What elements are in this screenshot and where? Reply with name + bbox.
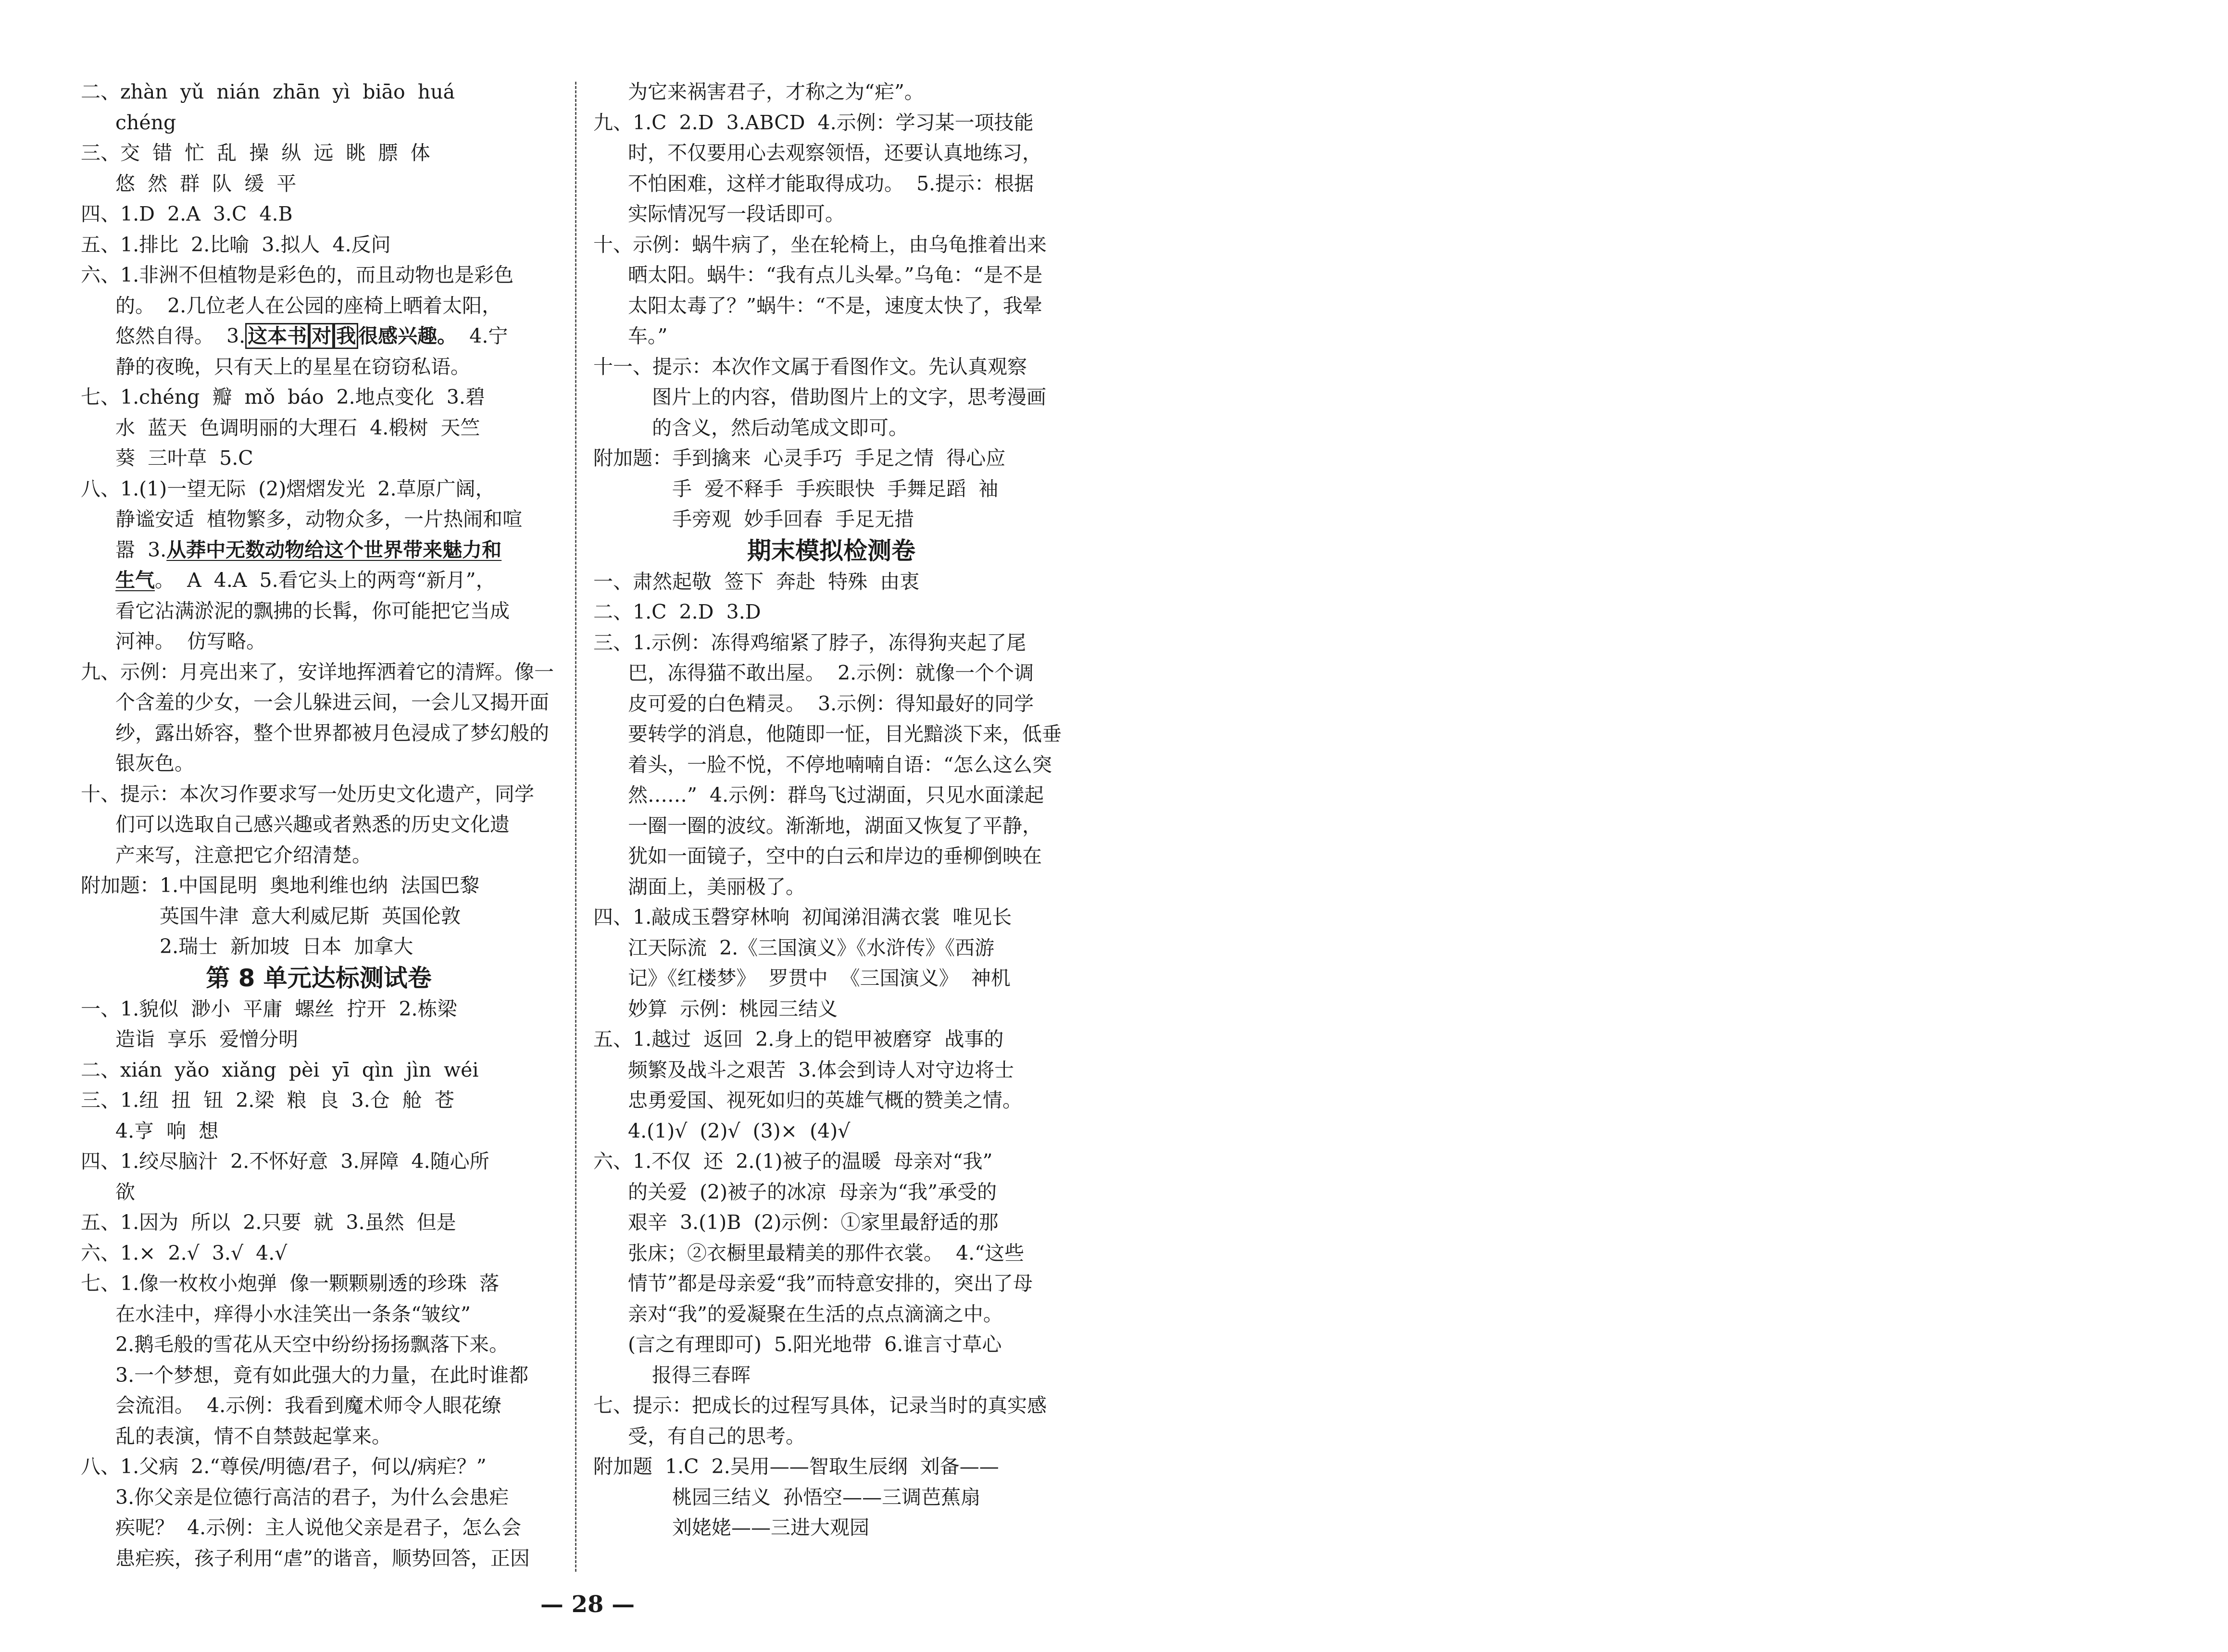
answer-line: 静谧安适 植物繁多，动物众多，一片热闹和喧	[115, 508, 523, 531]
answer-line: 情节”都是母亲爱“我”而特意安排的，突出了母	[628, 1272, 1033, 1295]
answer-line: 要转学的消息，他随即一怔，目光黯淡下来，低垂	[628, 722, 1062, 745]
section-title: 第 8 单元达标测试卷	[206, 964, 432, 992]
answer-line: 二、xián yǎo xiǎng pèi yī qìn jìn wéi	[81, 1058, 479, 1081]
answer-line: 皮可爱的白色精灵。 3.示例：得知最好的同学	[628, 692, 1034, 715]
answer-line: 六、1.不仅 还 2.(1)被子的温暖 母亲对“我”	[593, 1150, 993, 1173]
answer-line: 2.鹅毛般的雪花从天空中纷纷扬扬飘落下来。	[115, 1333, 509, 1356]
answer-line: 受，有自己的思考。	[628, 1424, 805, 1448]
answer-line-boxed	[81, 321, 557, 352]
answer-line: 八、1.(1)一望无际 (2)熠熠发光 2.草原广阔，	[81, 477, 495, 500]
answer-line: 4.(1)√ (2)√ (3)× (4)√	[628, 1119, 851, 1143]
answer-line: 悠 然 群 队 缓 平	[115, 172, 297, 195]
answer-line: 张床；②衣橱里最精美的那件衣裳。 4.“这些	[628, 1241, 1025, 1265]
answer-line: 然……” 4.示例：群鸟飞过湖面，只见水面漾起	[628, 783, 1044, 807]
answer-line: 欲	[115, 1180, 135, 1204]
answer-line: 手旁观 妙手回春 手足无措	[672, 508, 914, 531]
answer-line: 刘姥姥——三进大观园	[672, 1516, 869, 1539]
answer-line: 看它沾满淤泥的飘拂的长髯，你可能把它当成	[115, 599, 510, 622]
answer-line: 银灰色。	[115, 752, 194, 775]
answer-line: 犹如一面镜子，空中的白云和岸边的垂柳倒映在	[628, 845, 1042, 868]
answer-line-underlined	[81, 565, 557, 596]
answer-line: 3.你父亲是位德行高洁的君子，为什么会患疟	[115, 1485, 509, 1509]
answer-line: 桃园三结义 孙悟空——三调芭蕉扇	[672, 1485, 981, 1509]
answer-line: 七、提示：把成长的过程写具体，记录当时的真实感	[593, 1394, 1047, 1417]
answer-line: 十、示例：蜗牛病了，坐在轮椅上，由乌龟推着出来	[593, 233, 1047, 256]
answer-line: 3.一个梦想，竟有如此强大的力量，在此时谁都	[115, 1363, 529, 1387]
answer-line: 患疟疾，孩子利用“虐”的谐音，顺势回答，正因	[115, 1546, 530, 1570]
boxed-word: 对	[309, 323, 334, 349]
answer-text: 悠然自得。 3.	[115, 324, 246, 348]
answer-line: 静的夜晚，只有天上的星星在窃窃私语。	[115, 355, 470, 378]
answer-line: 二、1.C 2.D 3.D	[593, 600, 761, 623]
answer-line: 为它来祸害君子，才称之为“疟”。	[628, 80, 924, 103]
answer-line: 实际情况写一段话即可。	[628, 202, 845, 225]
answer-line: 湖面上，美丽极了。	[628, 875, 805, 898]
answer-line: 手 爱不释手 手疾眼快 手舞足蹈 袖	[672, 477, 999, 500]
answer-line: 4.亨 响 想	[115, 1119, 219, 1143]
answer-line: 晒太阳。蜗牛：“我有点儿头晕。”乌龟：“是不是	[628, 263, 1043, 286]
answer-line: 八、1.父病 2.“尊侯/明德/君子，何以/病疟？”	[81, 1455, 487, 1478]
answer-line: 二、zhàn yǔ nián zhān yì biāo huá	[81, 80, 455, 103]
column-divider	[575, 82, 576, 1572]
answer-line: 乱的表演，情不自禁鼓起掌来。	[115, 1424, 391, 1448]
answer-line: 着头，一脸不悦，不停地喃喃自语：“怎么这么突	[628, 753, 1052, 776]
answer-line: 五、1.越过 返回 2.身上的铠甲被磨穿 战事的	[593, 1028, 1004, 1051]
answer-line: (言之有理即可) 5.阳光地带 6.谁言寸草心	[628, 1333, 1002, 1356]
answer-line: 九、1.C 2.D 3.ABCD 4.示例：学习某一项技能	[593, 111, 1034, 134]
answer-line: 巴，冻得猫不敢出屋。 2.示例：就像一个个调	[628, 661, 1034, 684]
answer-line: 六、1.× 2.√ 3.√ 4.√	[81, 1241, 288, 1265]
answer-line: 水 蓝天 色调明丽的大理石 4.椴树 天竺	[115, 416, 480, 439]
answer-line: 艰辛 3.(1)B (2)示例：①家里最舒适的那	[628, 1211, 999, 1234]
answer-line: 忠勇爱国、视死如归的英雄气概的赞美之情。	[628, 1089, 1022, 1112]
answer-line: 四、1.绞尽脑汁 2.不怀好意 3.屏障 4.随心所	[81, 1150, 489, 1173]
answer-line: 江天际流 2.《三国演义》《水浒传》《西游	[628, 936, 995, 959]
answer-line: 四、1.D 2.A 3.C 4.B	[81, 202, 293, 225]
answer-text: 嚣 3.	[115, 538, 167, 561]
boxed-word: 这本书	[245, 323, 309, 349]
answer-line: 三、1.纽 扭 钮 2.梁 粮 良 3.仓 舱 苍	[81, 1089, 454, 1112]
underlined-sentence: 从莽中无数动物给这个世界带来魅力和	[166, 538, 502, 561]
right-column	[593, 77, 1069, 1543]
answer-line: 十一、提示：本次作文属于看图作文。先认真观察	[593, 355, 1027, 378]
answer-line: 附加题 1.C 2.吴用——智取生辰纲 刘备——	[593, 1455, 999, 1478]
answer-line: 五、1.因为 所以 2.只要 就 3.虽然 但是	[81, 1211, 456, 1234]
answer-line: 太阳太毒了？”蜗牛：“不是，速度太快了，我晕	[628, 294, 1042, 317]
answer-line: 不怕困难，这样才能取得成功。 5.提示：根据	[628, 172, 1034, 195]
answer-line: 在水洼中，痒得小水洼笑出一条条“皱纹”	[115, 1302, 471, 1326]
answer-line: 一、1.貌似 渺小 平庸 螺丝 拧开 2.栋梁	[81, 997, 457, 1020]
answer-line: 个含羞的少女，一会儿躲进云间，一会儿又揭开面	[115, 691, 549, 714]
answer-line: 报得三春晖	[652, 1363, 751, 1387]
answer-line: 七、1.chéng 瓣 mǒ báo 2.地点变化 3.碧	[81, 385, 485, 409]
answer-text: 。 A 4.A 5.看它头上的两弯“新月”，	[155, 569, 496, 592]
answer-line: 六、1.非洲不但植物是彩色的，而且动物也是彩色	[81, 263, 514, 286]
page-number: — 28 —	[540, 1591, 635, 1618]
answer-line: 们可以选取自己感兴趣或者熟悉的历史文化遗	[115, 813, 510, 836]
answer-line: 三、1.示例：冻得鸡缩紧了脖子，冻得狗夹起了尾	[593, 631, 1026, 654]
answer-line: 的。 2.几位老人在公园的座椅上晒着太阳，	[115, 294, 502, 317]
section-title: 期末模拟检测卷	[747, 536, 915, 565]
answer-line: 一圈一圈的波纹。渐渐地，湖面又恢复了平静，	[628, 814, 1042, 837]
answer-line: 车。”	[628, 324, 668, 348]
answer-line: 英国牛津 意大利威尼斯 英国伦敦	[160, 904, 461, 928]
answer-line: 四、1.敲成玉磬穿林响 初闻涕泪满衣裳 唯见长	[593, 906, 1012, 929]
answer-line: 2.瑞士 新加坡 日本 加拿大	[160, 935, 413, 958]
answer-line: 亲对“我”的爱凝聚在生活的点点滴滴之中。	[628, 1302, 1003, 1326]
answer-line: 一、肃然起敬 签下 奔赴 特殊 由衷	[593, 570, 920, 593]
left-column	[81, 77, 557, 1574]
answer-line: 造诣 享乐 爱憎分明	[115, 1028, 299, 1051]
answer-line: 葵 三叶草 5.C	[115, 447, 253, 470]
answer-line: 疾呢？ 4.示例：主人说他父亲是君子，怎么会	[115, 1516, 522, 1539]
answer-line: chéng	[115, 111, 176, 134]
boxed-word: 我	[334, 323, 358, 349]
answer-line: 三、交 错 忙 乱 操 纵 远 眺 膘 体	[81, 141, 430, 164]
answer-line: 九、示例：月亮出来了，安详地挥洒着它的清辉。像一	[81, 660, 554, 683]
answer-line: 记》《红楼梦》 罗贯中 《三国演义》 神机	[628, 967, 1011, 990]
answer-line: 频繁及战斗之艰苦 3.体会到诗人对守边将士	[628, 1058, 1014, 1081]
answer-line: 七、1.像一枚枚小炮弹 像一颗颗剔透的珍珠 落	[81, 1272, 500, 1295]
answer-line: 纱，露出娇容，整个世界都被月色浸成了梦幻般的	[115, 721, 549, 745]
answer-text: 4.宁	[457, 324, 508, 348]
answer-line: 会流泪。 4.示例：我看到魔术师令人眼花缭	[115, 1394, 502, 1417]
underlined-sentence: 生气	[115, 569, 155, 592]
answer-line: 的含义，然后动笔成文即可。	[652, 416, 908, 439]
answer-line: 产来写，注意把它介绍清楚。	[115, 843, 372, 867]
answer-line: 附加题：1.中国昆明 奥地利维也纳 法国巴黎	[81, 874, 480, 897]
answer-line: 的关爱 (2)被子的冰凉 母亲为“我”承受的	[628, 1180, 997, 1204]
answer-line: 附加题：手到擒来 心灵手巧 手足之情 得心应	[593, 447, 1006, 470]
answer-line: 时，不仅要用心去观察领悟，还要认真地练习，	[628, 141, 1042, 164]
answer-line: 河神。 仿写略。	[115, 630, 266, 653]
answer-line: 图片上的内容，借助图片上的文字，思考漫画	[652, 385, 1046, 409]
answer-line-underlined	[81, 535, 557, 566]
answer-line: 五、1.排比 2.比喻 3.拟人 4.反问	[81, 233, 391, 256]
answer-line: 妙算 示例：桃园三结义	[628, 997, 838, 1020]
bold-text: 很感兴趣。	[358, 324, 457, 348]
answer-line: 十、提示：本次习作要求写一处历史文化遗产，同学	[81, 782, 534, 806]
